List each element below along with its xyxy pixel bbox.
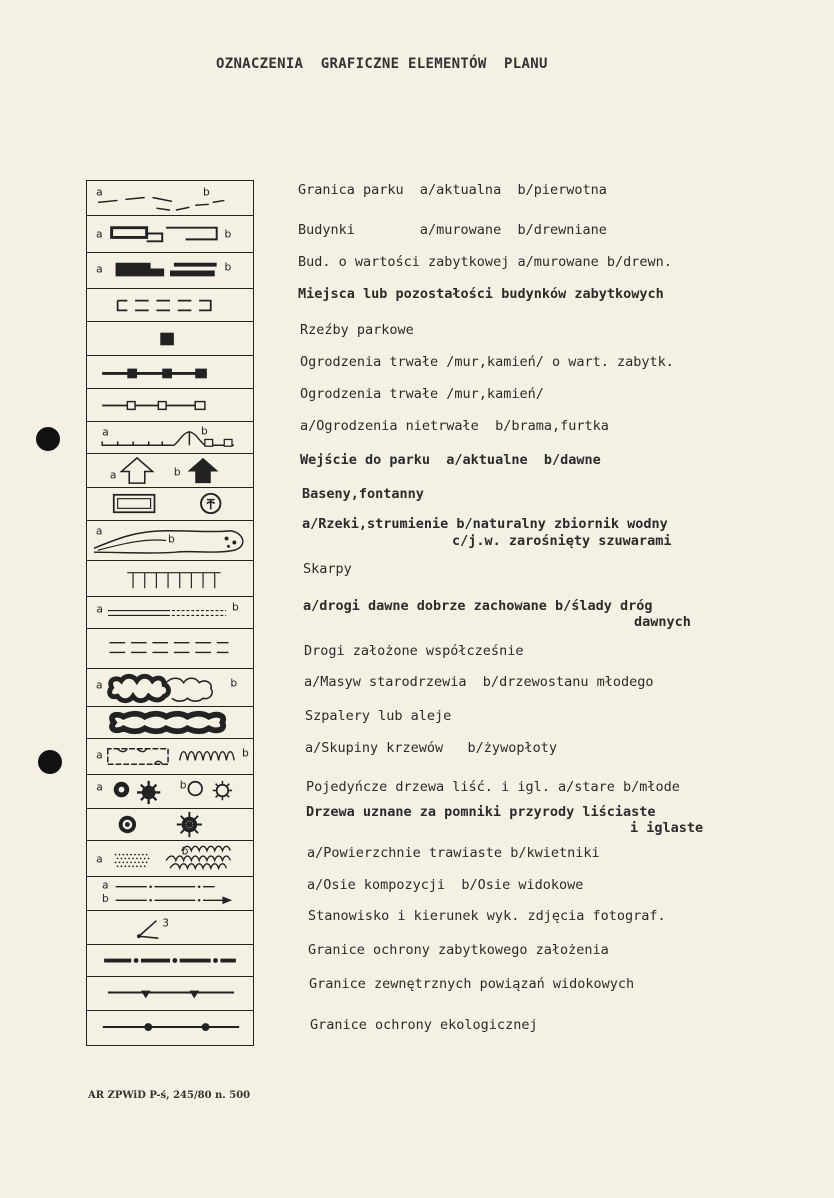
legend-text-park-boundary: Granica parku a/aktualna b/pierwotna (298, 182, 607, 198)
legend-text-buildings: Budynki a/murowane b/drewniane (298, 222, 607, 238)
legend-symbol-cell (87, 216, 253, 253)
axes-icon (87, 877, 253, 910)
pool-fountain-icon (87, 488, 253, 520)
legend-text-permanent-fence: Ogrodzenia trwałe /mur,kamień/ (300, 386, 544, 402)
legend-symbol-cell (87, 181, 253, 216)
legend-text-monument-trees: Drzewa uznane za pomniki przyrody liściaste (306, 804, 656, 820)
symbol-label-a: a (96, 262, 103, 276)
symbol-label-a: a (96, 602, 103, 616)
legend-symbol-cell (87, 389, 253, 422)
symbol-label-a: a (96, 185, 103, 199)
legend-symbol-cell (87, 454, 253, 488)
symbol-label-b: b (179, 778, 187, 792)
historic-fence-icon (87, 356, 253, 388)
legend-text-water: a/Rzeki,strumienie b/naturalny zbiornik wodny (302, 516, 668, 532)
lawns-icon (87, 841, 253, 876)
symbol-label-a: a (95, 524, 103, 538)
legend-text-building-remains: Miejsca lub pozostałości budynków zabytkowych (298, 286, 664, 302)
legend-symbol-cell (87, 422, 253, 454)
symbol-label-a: a (96, 748, 103, 762)
legend-text-old-trees: a/Masyw starodrzewia b/drzewostanu młodego (304, 674, 654, 690)
legend-symbol-cell (87, 253, 253, 289)
permanent-fence-icon (87, 389, 253, 421)
legend-symbol-cell (87, 669, 253, 707)
legend-text-protection-boundary: Granice ochrony zabytkowego założenia (308, 942, 609, 958)
symbol-label-a: a (102, 425, 109, 439)
legend-text-ecological-boundary: Granice ochrony ekologicznej (310, 1017, 538, 1033)
legend-symbol-cell (87, 322, 253, 356)
symbol-label-a: a (96, 852, 103, 866)
legend-symbol-cell (87, 977, 253, 1011)
legend-symbol-cell (87, 521, 253, 561)
monument-trees-icon (87, 809, 253, 840)
legend-symbol-cell (87, 629, 253, 669)
modern-roads-icon (87, 629, 253, 668)
park-sculpture-icon (87, 322, 253, 355)
legend-text-modern-roads: Drogi założone współcześnie (304, 643, 524, 659)
legend-text-water-line2: c/j.w. zarośnięty szuwarami (452, 533, 672, 549)
symbol-label-b: b (224, 227, 232, 241)
view-links-icon (87, 977, 253, 1010)
symbol-label-a: a (102, 878, 109, 892)
legend-symbol-cell (87, 356, 253, 389)
legend-symbol-cell (87, 945, 253, 977)
legend-symbol-cell (87, 911, 253, 945)
legend-text-roads-line2: dawnych (634, 614, 691, 630)
legend-symbol-cell (87, 739, 253, 775)
escarpment-icon (87, 561, 253, 596)
water-icon (87, 521, 253, 560)
legend-symbol-cell (87, 841, 253, 877)
legend-symbol-cell (87, 707, 253, 739)
legend-text-pool-fountain: Baseny,fontanny (302, 486, 424, 502)
building-remains-icon (87, 289, 253, 321)
legend-symbol-cell (87, 775, 253, 809)
photo-number: 3 (162, 916, 170, 930)
legend-symbol-cell (87, 1011, 253, 1047)
symbol-label-a: a (96, 780, 103, 794)
symbol-label-b: b (203, 185, 210, 199)
legend-symbol-cell (87, 597, 253, 629)
roads-icon (87, 597, 253, 628)
symbol-label-b: b (201, 424, 208, 438)
symbol-label-a: a (96, 227, 103, 241)
legend-text-monument-trees-line2: i iglaste (630, 820, 704, 836)
tree-rows-icon (87, 707, 253, 738)
legend-text-historic-fence: Ogrodzenia trwałe /mur,kamień/ o wart. zabytk. (300, 354, 674, 370)
legend-symbol-cell (87, 289, 253, 322)
punch-hole-bottom (38, 750, 62, 774)
park-entrance-icon (87, 454, 253, 487)
photo-position-icon (87, 911, 253, 944)
single-trees-icon (87, 775, 253, 808)
legend-text-lawns: a/Powierzchnie trawiaste b/kwietniki (307, 845, 600, 861)
symbol-label-b: b (230, 676, 238, 690)
ecological-boundary-icon (87, 1011, 253, 1047)
legend-table (86, 180, 254, 1046)
legend-text-shrubs: a/Skupiny krzewów b/żywopłoty (305, 740, 557, 756)
shrubs-icon (87, 739, 253, 774)
buildings-icon (87, 216, 253, 252)
legend-text-park-sculpture: Rzeźby parkowe (300, 322, 414, 338)
legend-text-tree-rows: Szpalery lub aleje (305, 708, 452, 724)
legend-symbol-cell (87, 877, 253, 911)
historic-buildings-icon (87, 253, 253, 288)
temporary-fence-icon (87, 422, 253, 453)
symbol-label-b: b (173, 465, 181, 479)
legend-text-roads: a/drogi dawne dobrze zachowane b/ślady dróg (303, 598, 653, 614)
legend-text-escarpment: Skarpy (303, 561, 352, 577)
symbol-label-b: b (224, 260, 232, 274)
park-boundary-icon (87, 181, 253, 215)
symbol-label-b: b (181, 844, 189, 858)
legend-text-temporary-fence: a/Ogrodzenia nietrwałe b/brama,furtka (300, 418, 609, 434)
legend-text-historic-buildings: Bud. o wartości zabytkowej a/murowane b/drewn. (298, 254, 672, 270)
symbol-label-b: b (102, 892, 109, 906)
symbol-label-b: b (241, 746, 249, 760)
legend-text-view-links: Granice zewnętrznych powiązań widokowych (309, 976, 635, 992)
archive-stamp: AR ZPWiD P-ś, 245/80 n. 500 (88, 1090, 251, 1101)
legend-symbol-cell (87, 561, 253, 597)
legend-text-photo-position: Stanowisko i kierunek wyk. zdjęcia fotograf. (308, 908, 666, 924)
symbol-label-b: b (232, 600, 239, 614)
legend-symbol-cell (87, 809, 253, 841)
symbol-label-a: a (109, 468, 117, 482)
page-title: OZNACZENIA GRAFICZNE ELEMENTÓW PLANU (216, 56, 548, 72)
legend-text-axes: a/Osie kompozycji b/Osie widokowe (307, 877, 584, 893)
punch-hole-top (36, 427, 60, 451)
old-trees-icon (87, 669, 253, 706)
symbol-label-b: b (168, 532, 175, 546)
symbol-label-a: a (96, 678, 103, 692)
legend-text-park-entrance: Wejście do parku a/aktualne b/dawne (300, 452, 601, 468)
legend-symbol-cell (87, 488, 253, 521)
protection-boundary-icon (87, 945, 253, 976)
legend-text-single-trees: Pojedyńcze drzewa liść. i igl. a/stare b/młode (306, 779, 680, 795)
